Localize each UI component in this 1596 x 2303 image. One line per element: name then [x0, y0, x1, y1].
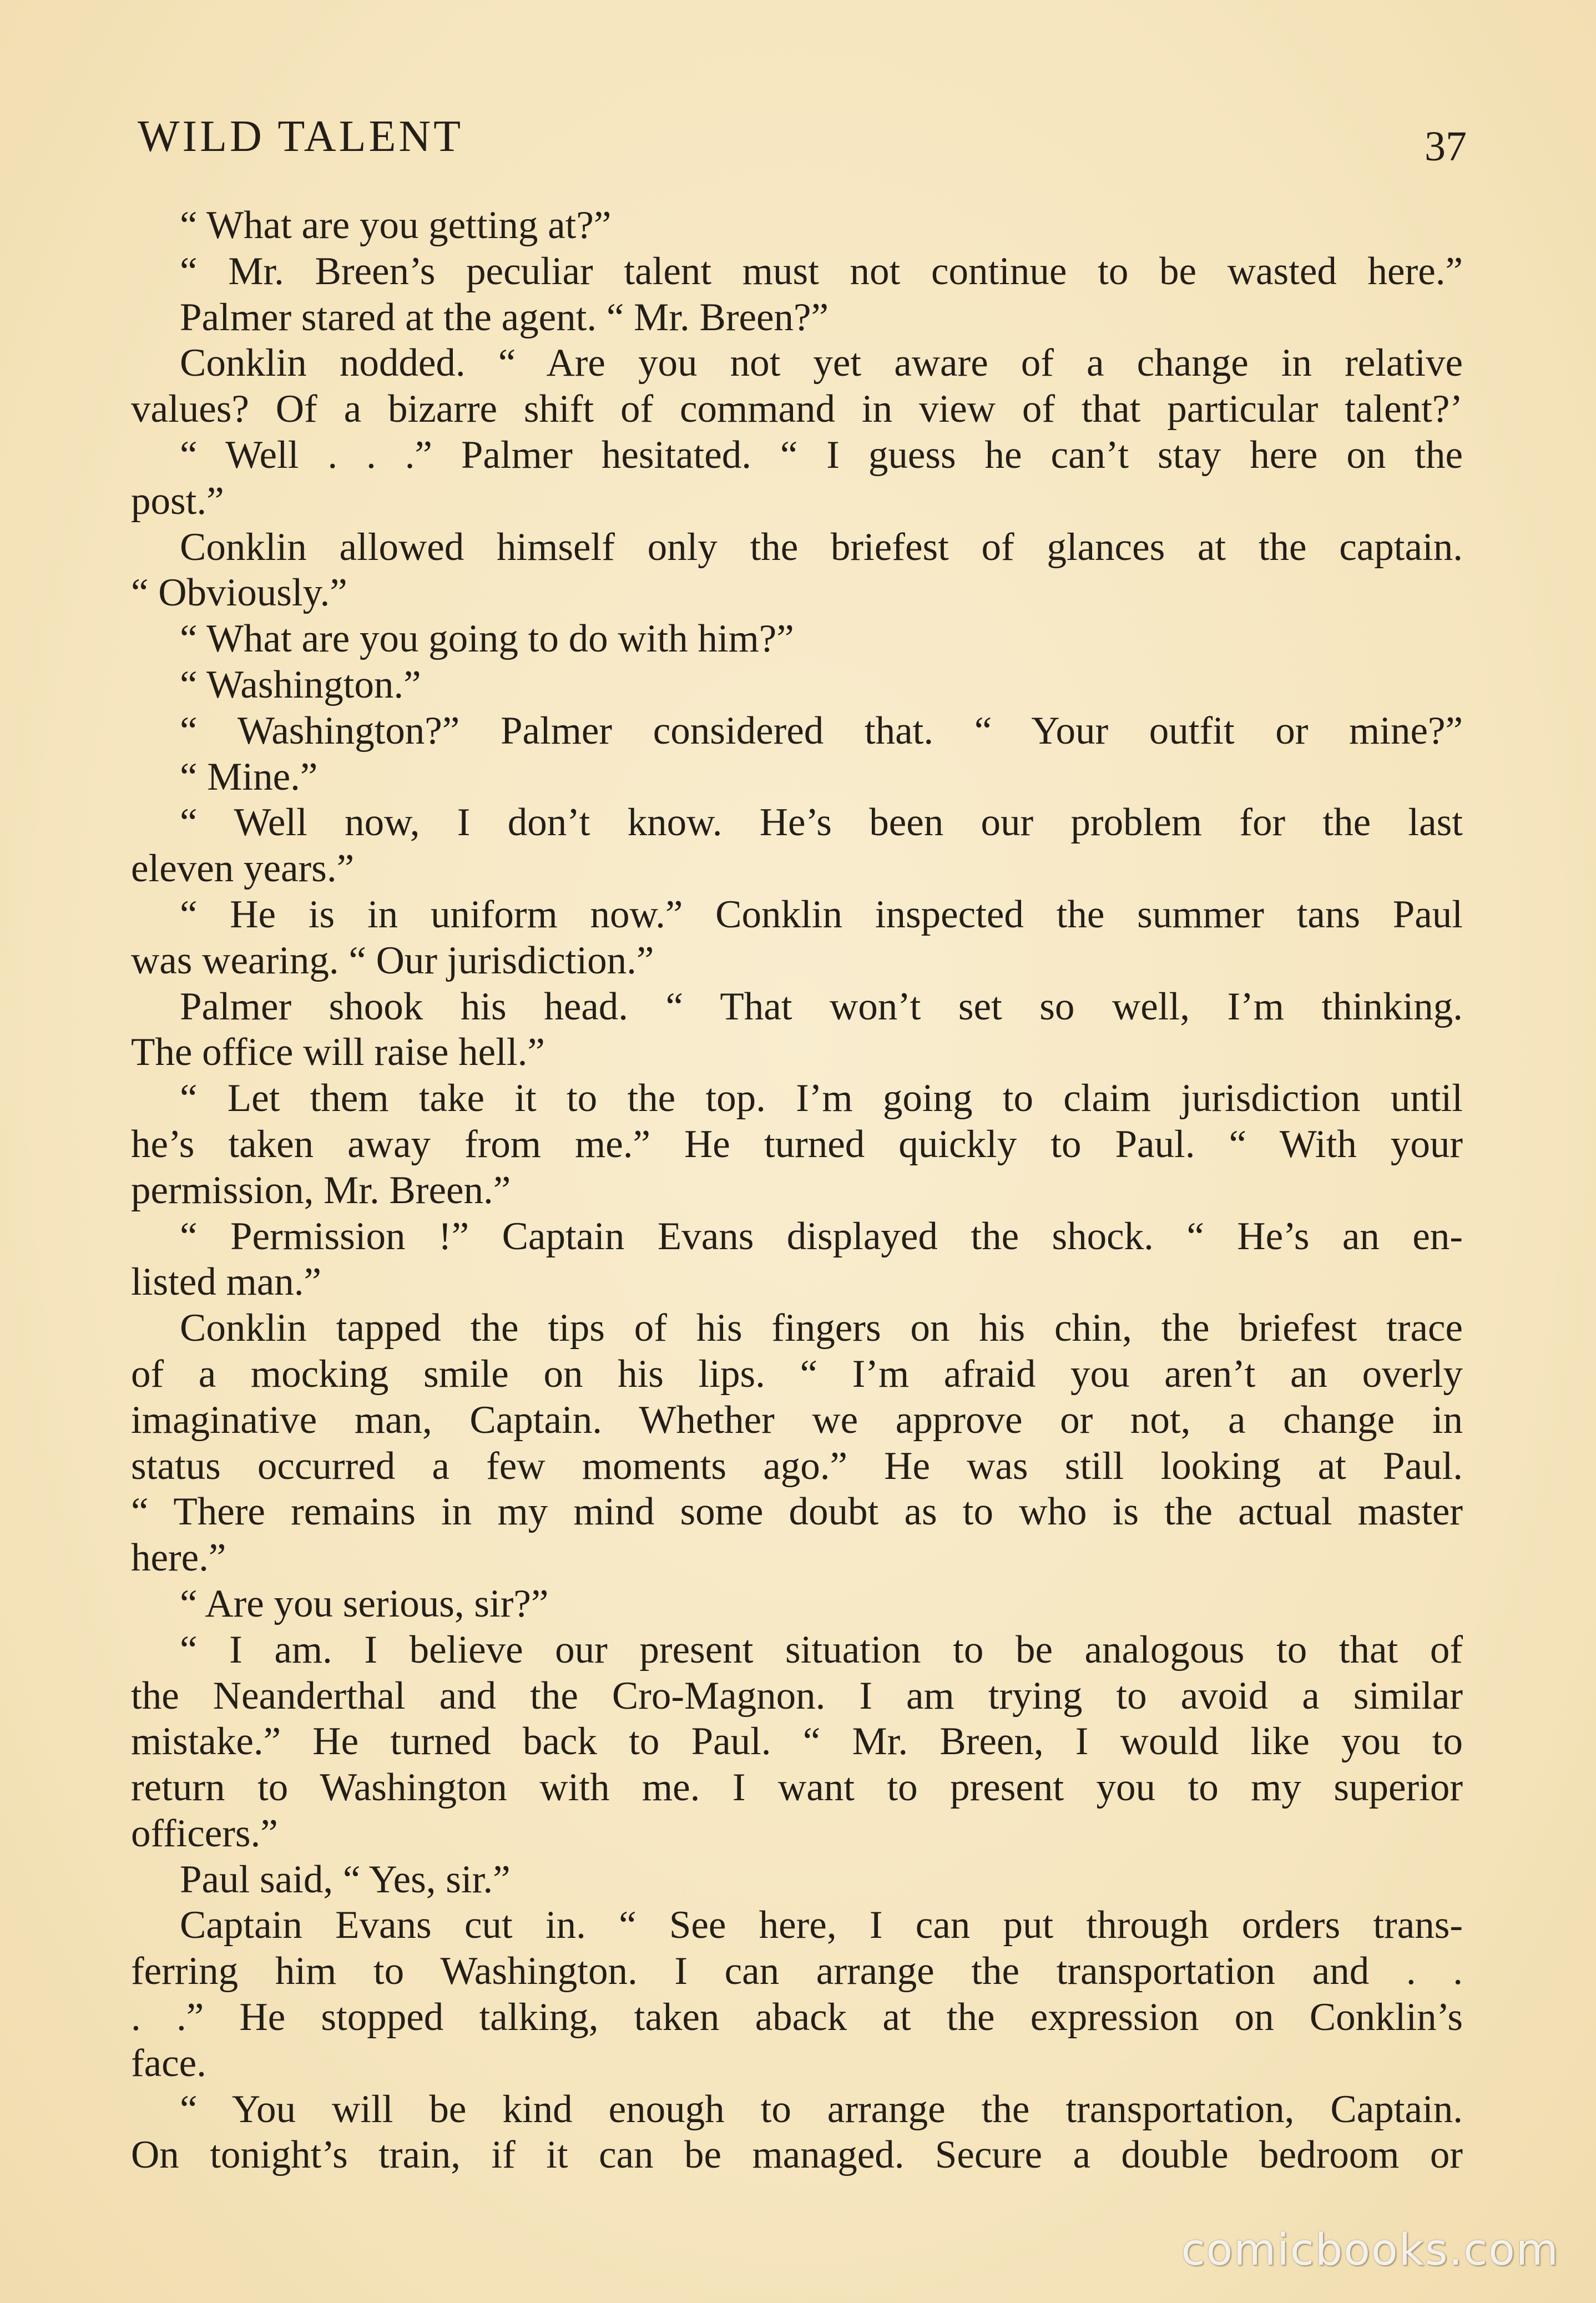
text-line: “ What are you getting at?” [180, 204, 612, 247]
text-line: “ Washington?” Palmer considered that. “ Your outfit or mine?” [180, 709, 1463, 752]
text-line: “ Mine.” [180, 755, 318, 799]
text-line: officers.” [131, 1811, 278, 1855]
body-text [131, 203, 1463, 2178]
text-line: Paul said, “ Yes, sir.” [180, 1857, 511, 1901]
text-line: he’s taken away from me.” He turned quickly to Paul. “ With your [131, 1122, 1463, 1166]
text-line: “ Permission !” Captain Evans displayed the shock. “ He’s an en- [180, 1214, 1463, 1258]
text-line: On tonight’s train, if it can be managed. Secure a double bedroom or [131, 2133, 1463, 2177]
text-line: eleven years.” [131, 847, 355, 891]
page-number: 37 [1425, 123, 1467, 170]
text-line: “ What are you going to do with him?” [180, 617, 794, 661]
text-line: Conklin nodded. “ Are you not yet aware of a change in relative [180, 341, 1463, 385]
text-line: “ I am. I believe our present situation to be analogous to that of [180, 1628, 1463, 1671]
watermark: comicbooks.com [1181, 2225, 1559, 2275]
text-line: “ You will be kind enough to arrange the transportation, Captain. [180, 2087, 1463, 2131]
text-line: “ Obviously.” [131, 571, 347, 615]
text-line: permission, Mr. Breen.” [131, 1168, 511, 1212]
text-line: was wearing. “ Our jurisdiction.” [131, 938, 654, 982]
text-line: of a mocking smile on his lips. “ I’m afraid you aren’t an overly [131, 1352, 1463, 1396]
text-line: mistake.” He turned back to Paul. “ Mr. Breen, I would like you to [131, 1720, 1463, 1764]
text-line: imaginative man, Captain. Whether we approve or not, a change in [131, 1398, 1463, 1442]
text-line: face. [131, 2041, 206, 2085]
text-line: The office will raise hell.” [131, 1031, 545, 1074]
text-line: “ Well now, I don’t know. He’s been our problem for the last [180, 801, 1463, 845]
page-header [138, 109, 1467, 170]
text-line: Conklin allowed himself only the briefest of glances at the captain. [180, 525, 1463, 569]
text-line: “ Are you serious, sir?” [180, 1582, 549, 1625]
text-line: “ There remains in my mind some doubt as to who is the actual master [131, 1490, 1463, 1534]
text-line: Captain Evans cut in. “ See here, I can put through orders trans- [180, 1903, 1463, 1947]
text-line: . .” He stopped talking, taken aback at the expression on Conklin’s [131, 1996, 1463, 2039]
text-line: listed man.” [131, 1260, 322, 1304]
text-line: here.” [131, 1536, 226, 1580]
text-line: post.” [131, 479, 224, 523]
text-line: the Neanderthal and the Cro-Magnon. I am trying to avoid a similar [131, 1674, 1463, 1718]
text-line: return to Washington with me. I want to present you to my superior [131, 1766, 1463, 1810]
running-head: WILD TALENT [138, 112, 463, 161]
text-line: “ Let them take it to the top. I’m going to claim jurisdiction until [180, 1077, 1463, 1120]
text-line: values? Of a bizarre shift of command in view of that particular talent?’ [131, 387, 1463, 431]
text-line: ferring him to Washington. I can arrange the transportation and . . [131, 1950, 1463, 1993]
text-line: status occurred a few moments ago.” He was still looking at Paul. [131, 1444, 1463, 1488]
text-line: Conklin tapped the tips of his fingers on his chin, the briefest trace [180, 1306, 1463, 1350]
text-line: “ He is in uniform now.” Conklin inspected the summer tans Paul [180, 892, 1463, 936]
text-line: Palmer stared at the agent. “ Mr. Breen?” [180, 295, 829, 339]
text-line: Palmer shook his head. “ That won’t set so well, I’m thinking. [180, 984, 1463, 1028]
text-line: “ Washington.” [180, 663, 421, 706]
text-line: “ Well . . .” Palmer hesitated. “ I guess he can’t stay here on the [180, 433, 1463, 477]
text-line: “ Mr. Breen’s peculiar talent must not continue to be wasted here.” [180, 249, 1463, 293]
